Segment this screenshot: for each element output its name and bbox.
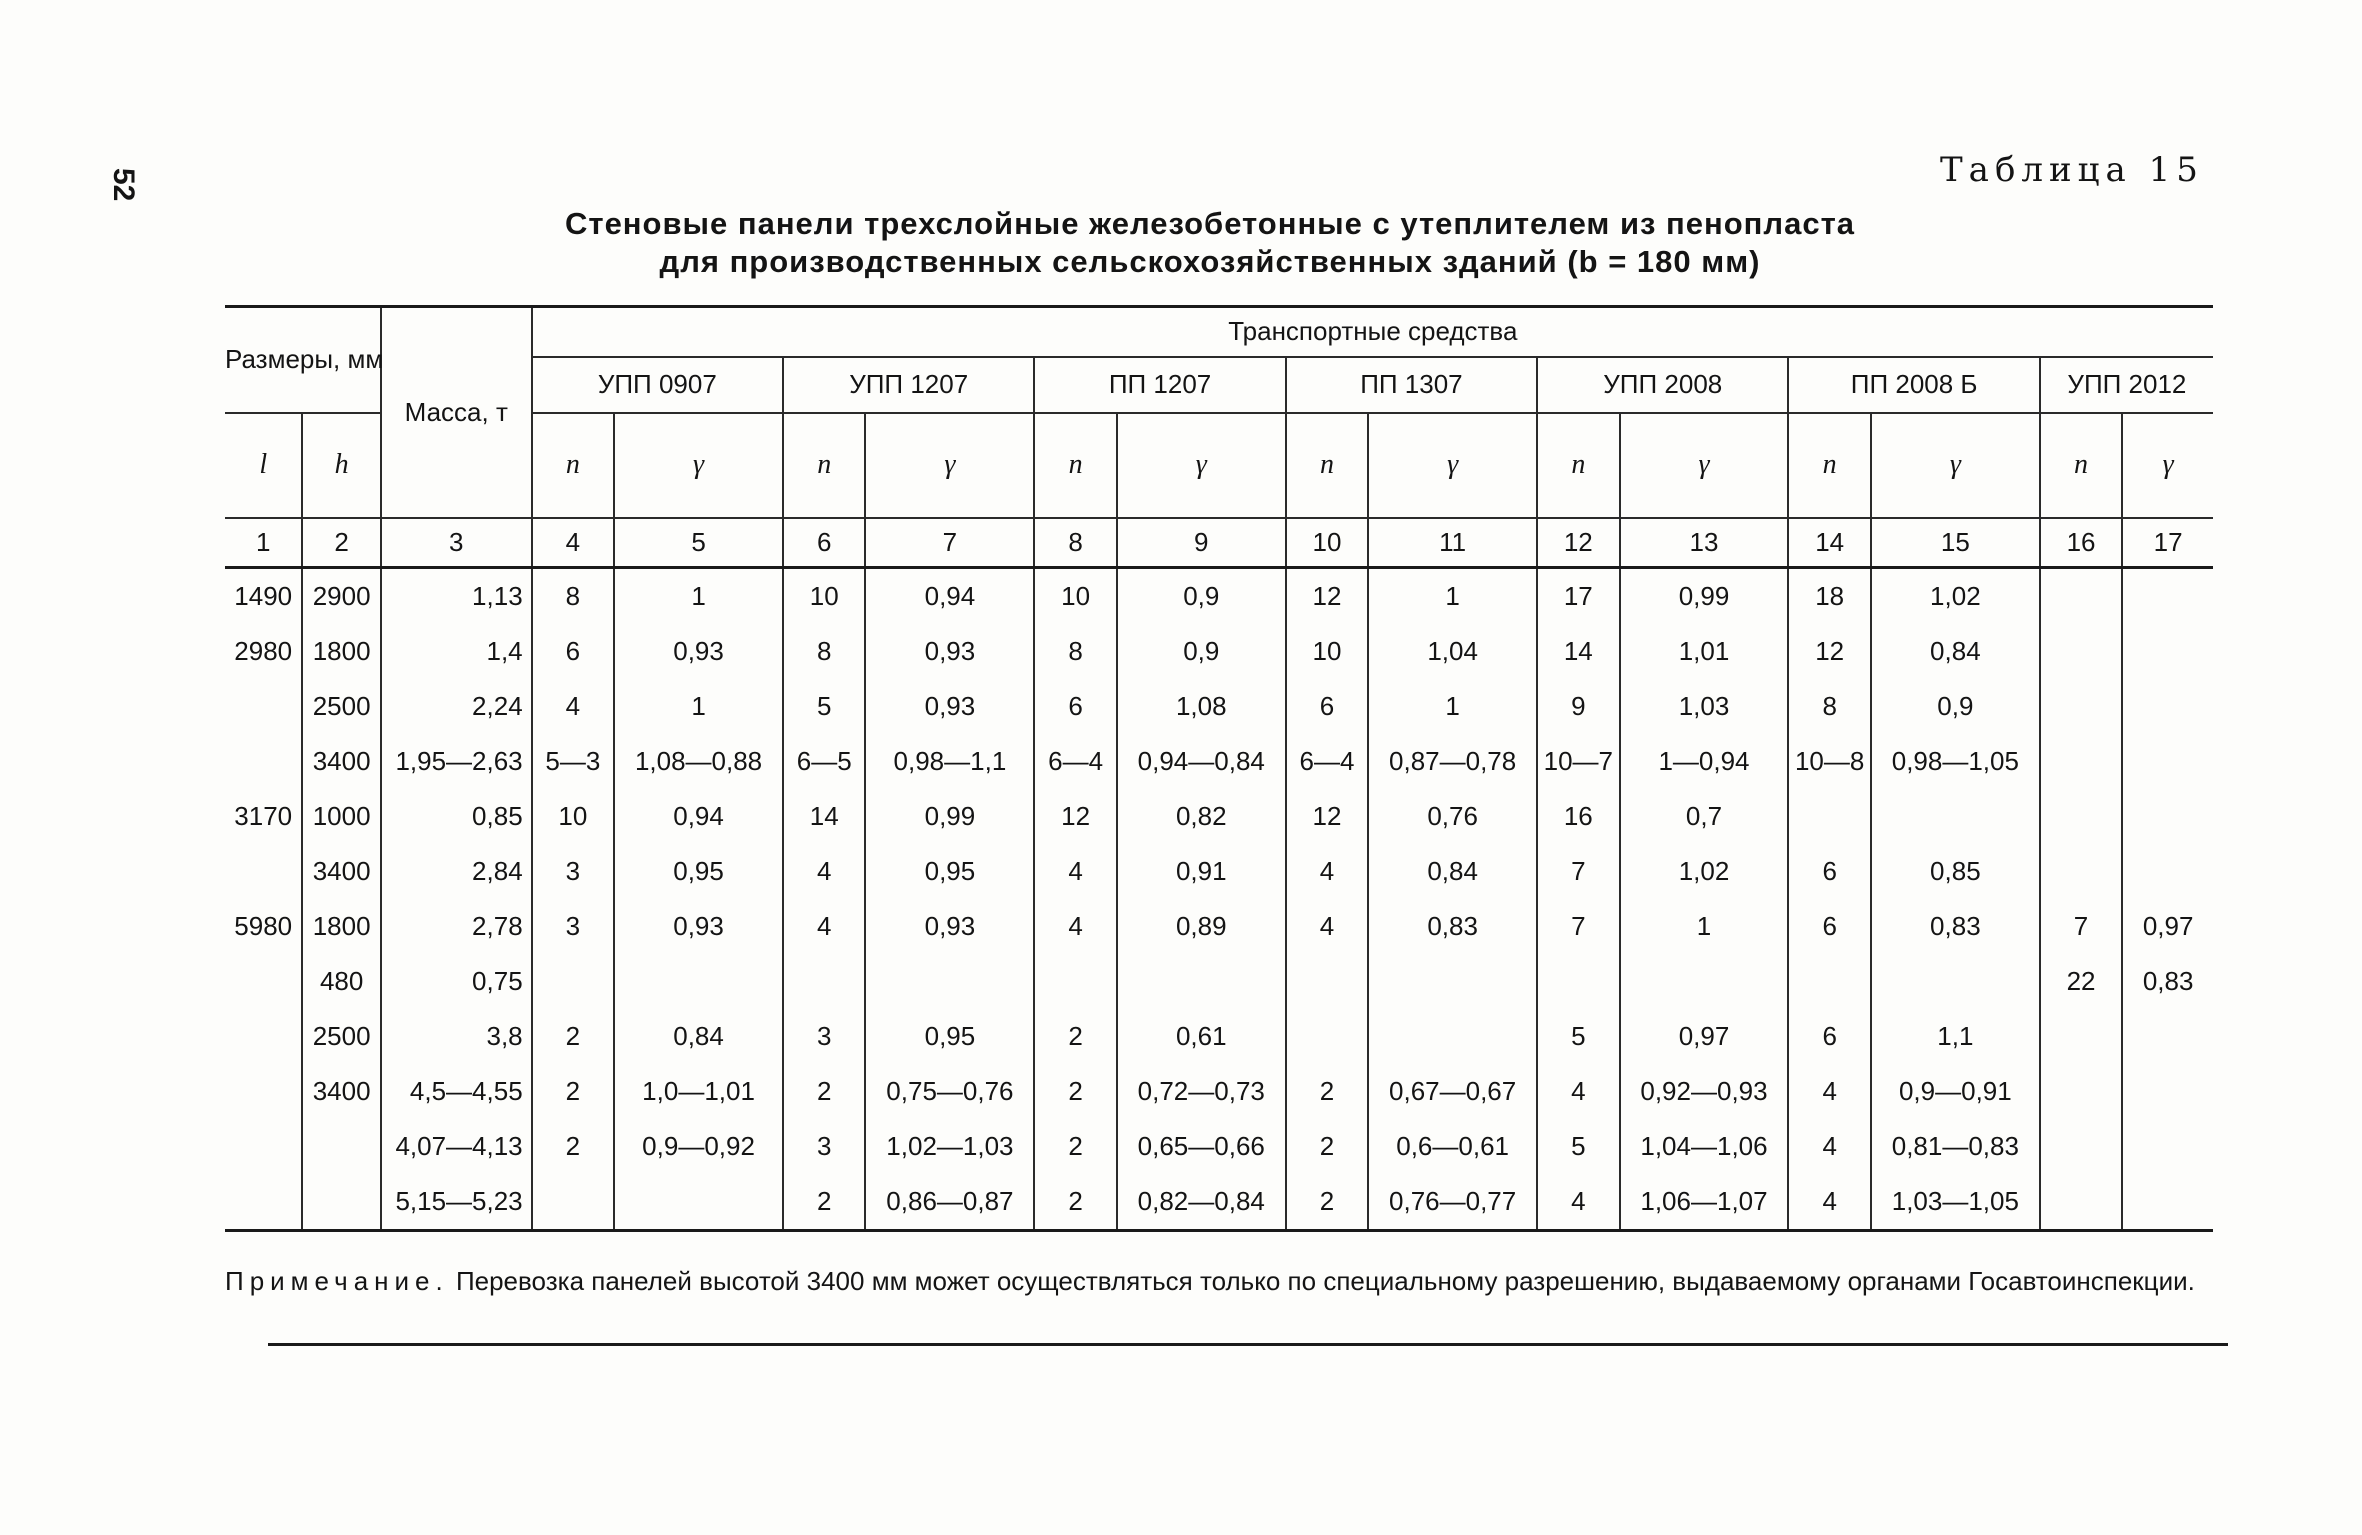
table-cell: 6—4 (1286, 734, 1368, 789)
header-mass: Масса, т (381, 307, 532, 518)
table-cell: 0,75 (381, 954, 532, 1009)
table-cell (225, 844, 302, 899)
table-cell: 0,93 (614, 624, 783, 679)
vehicle-header: УПП 1207 (783, 357, 1034, 413)
table-cell: 2 (1034, 1009, 1116, 1064)
table-cell: 1 (614, 568, 783, 625)
table-cell: 4 (1034, 899, 1116, 954)
header-l: l (225, 413, 302, 518)
table-cell: 0,9—0,91 (1871, 1064, 2040, 1119)
table-cell (2040, 1119, 2122, 1174)
table-cell: 0,98—1,1 (865, 734, 1034, 789)
header-gamma: γ (1117, 413, 1286, 518)
column-number: 6 (783, 518, 865, 568)
table-cell: 10 (532, 789, 614, 844)
table-cell: 2 (783, 1174, 865, 1231)
table-cell (2122, 734, 2213, 789)
column-numbers-row (225, 518, 2213, 568)
table-cell: 0,81—0,83 (1871, 1119, 2040, 1174)
table-cell (2040, 568, 2122, 625)
column-number: 14 (1788, 518, 1870, 568)
table-cell: 480 (302, 954, 380, 1009)
column-number: 10 (1286, 518, 1368, 568)
table-cell: 0,9 (1117, 624, 1286, 679)
table-row (225, 1064, 2213, 1119)
table-cell: 0,99 (865, 789, 1034, 844)
table-cell: 4 (1537, 1174, 1619, 1231)
table-cell: 2 (1286, 1064, 1368, 1119)
column-number: 3 (381, 518, 532, 568)
table-cell: 0,76—0,77 (1368, 1174, 1537, 1231)
table-cell: 3,8 (381, 1009, 532, 1064)
table-cell: 5 (1537, 1009, 1619, 1064)
table-cell: 1,13 (381, 568, 532, 625)
table-cell: 0,9 (1117, 568, 1286, 625)
header-sizes: Размеры, мм (225, 307, 381, 413)
table-cell: 0,9—0,92 (614, 1119, 783, 1174)
table-cell (225, 1064, 302, 1119)
header-n: n (1537, 413, 1619, 518)
table-cell: 14 (1537, 624, 1619, 679)
table-cell (1537, 954, 1619, 1009)
table-cell: 0,94 (614, 789, 783, 844)
table-cell: 0,85 (381, 789, 532, 844)
table-cell: 5980 (234, 911, 293, 941)
table-cell: 0,94 (865, 568, 1034, 625)
table-cell: 8 (1034, 624, 1116, 679)
table-cell: 0,83 (2122, 954, 2213, 1009)
header-gamma: γ (2122, 413, 2213, 518)
column-number: 16 (2040, 518, 2122, 568)
table-cell: 0,91 (1117, 844, 1286, 899)
table-row (225, 1119, 2213, 1174)
table-cell: 1,01 (1620, 624, 1789, 679)
table-cell: 2 (532, 1119, 614, 1174)
table-cell: 7 (1537, 899, 1619, 954)
table-cell: 0,84 (614, 1009, 783, 1064)
table-cell: 0,98—1,05 (1871, 734, 2040, 789)
table-cell: 0,7 (1620, 789, 1789, 844)
table-cell: 6 (1788, 1009, 1870, 1064)
table-cell: 1,4 (381, 624, 532, 679)
column-number: 1 (225, 518, 302, 568)
header-n: n (1788, 413, 1870, 518)
table-cell: 4 (1286, 844, 1368, 899)
table-row (225, 568, 2213, 625)
table-cell: 0,61 (1117, 1009, 1286, 1064)
table-cell: 3 (783, 1119, 865, 1174)
table-cell (865, 954, 1034, 1009)
bottom-rule (268, 1343, 2228, 1346)
table-cell: 10 (1034, 568, 1116, 625)
table-cell: 1 (1368, 679, 1537, 734)
header-n: n (1286, 413, 1368, 518)
table-cell (225, 1174, 302, 1231)
table-cell (2040, 1009, 2122, 1064)
caption-line-1: Стеновые панели трехслойные железобетонные с утеплителем из пенопласта (565, 206, 1855, 241)
table-cell (225, 954, 302, 1009)
table-cell (225, 734, 302, 789)
table-cell: 2,24 (381, 679, 532, 734)
table-cell (225, 1119, 302, 1174)
table-cell: 5 (783, 679, 865, 734)
table-note (225, 1265, 2215, 1297)
table-cell: 4 (1788, 1119, 1870, 1174)
table-cell: 0,95 (614, 844, 783, 899)
note-text: Перевозка панелей высотой 3400 мм может осуществляться только по специальному разрешению, выдаваемому органами Госавтоинспекции. (455, 1266, 2195, 1296)
table-cell: 3 (532, 899, 614, 954)
vehicle-header: УПП 2012 (2040, 357, 2213, 413)
table-cell: 2 (1286, 1174, 1368, 1231)
table-cell: 2980 (234, 636, 293, 666)
table-cell: 1,02 (1871, 568, 2040, 625)
table-row (225, 734, 2213, 789)
table-cell: 0,89 (1117, 899, 1286, 954)
table-cell: 0,65—0,66 (1117, 1119, 1286, 1174)
table-cell (2122, 1009, 2213, 1064)
column-number: 8 (1034, 518, 1116, 568)
table-cell: 1800 (302, 624, 380, 679)
table-cell: 3 (532, 844, 614, 899)
table-cell (2122, 789, 2213, 844)
table-cell: 0,86—0,87 (865, 1174, 1034, 1231)
table-cell: 0,92—0,93 (1620, 1064, 1789, 1119)
table-cell: 18 (1788, 568, 1870, 625)
table-row (225, 1009, 2213, 1064)
table-cell: 6—4 (1034, 734, 1116, 789)
vehicle-header: ПП 2008 Б (1788, 357, 2039, 413)
table-cell: 8 (1788, 679, 1870, 734)
table-cell: 5 (1537, 1119, 1619, 1174)
table-cell: 4 (783, 844, 865, 899)
header-n: n (532, 413, 614, 518)
table-cell: 1 (1368, 568, 1537, 625)
table-cell (225, 1009, 302, 1064)
table-cell (225, 679, 302, 734)
table-cell: 8 (532, 568, 614, 625)
table-cell: 4 (1788, 1174, 1870, 1231)
table-cell: 5—3 (532, 734, 614, 789)
table-cell: 0,95 (865, 844, 1034, 899)
table-cell: 0,93 (865, 679, 1034, 734)
table-cell: 12 (1034, 789, 1116, 844)
table-cell: 0,97 (2122, 899, 2213, 954)
table-cell: 0,84 (1368, 844, 1537, 899)
table-cell (2122, 1174, 2213, 1231)
table-cell: 10 (783, 568, 865, 625)
table-cell: 0,6—0,61 (1368, 1119, 1537, 1174)
table-cell (1788, 789, 1870, 844)
table-body (225, 568, 2213, 1231)
table-cell: 1,08 (1117, 679, 1286, 734)
table-cell: 4,07—4,13 (381, 1119, 532, 1174)
table-row (225, 1174, 2213, 1231)
table-cell: 4 (1034, 844, 1116, 899)
table-cell: 12 (1286, 568, 1368, 625)
table-cell: 1,03 (1620, 679, 1789, 734)
table-cell: 1,1 (1871, 1009, 2040, 1064)
table-cell (2040, 1174, 2122, 1231)
table-cell: 3170 (234, 801, 293, 831)
column-number: 9 (1117, 518, 1286, 568)
table-cell: 2 (1034, 1064, 1116, 1119)
table-cell: 0,99 (1620, 568, 1789, 625)
table-cell (532, 954, 614, 1009)
table-cell: 1800 (302, 899, 380, 954)
table-cell: 6—5 (783, 734, 865, 789)
table-cell: 0,72—0,73 (1117, 1064, 1286, 1119)
caption-line-2: для производственных сельскохозяйственных зданий (b = 180 мм) (659, 244, 1761, 279)
table-cell: 17 (1537, 568, 1619, 625)
table-cell (2040, 624, 2122, 679)
table-cell: 0,85 (1871, 844, 2040, 899)
table-cell: 1,04—1,06 (1620, 1119, 1789, 1174)
table-cell: 5,15—5,23 (381, 1174, 532, 1231)
table-cell (2122, 624, 2213, 679)
header-gamma: γ (1620, 413, 1789, 518)
table-cell: 0,82 (1117, 789, 1286, 844)
table-cell: 1,04 (1368, 624, 1537, 679)
column-number: 2 (302, 518, 380, 568)
table-cell: 10 (1286, 624, 1368, 679)
table-cell: 0,76 (1368, 789, 1537, 844)
column-number: 11 (1368, 518, 1537, 568)
table-cell (2122, 679, 2213, 734)
table-cell: 2500 (302, 679, 380, 734)
table-cell: 3400 (302, 1064, 380, 1119)
header-gamma: γ (1368, 413, 1537, 518)
table-cell: 1000 (302, 789, 380, 844)
table-cell: 4 (532, 679, 614, 734)
table-cell: 2,84 (381, 844, 532, 899)
table-cell (2122, 1064, 2213, 1119)
table-cell: 0,93 (865, 624, 1034, 679)
table-cell: 0,67—0,67 (1368, 1064, 1537, 1119)
table-cell: 8 (783, 624, 865, 679)
table-cell: 4 (1537, 1064, 1619, 1119)
column-number: 15 (1871, 518, 2040, 568)
table-cell: 2 (1286, 1119, 1368, 1174)
table-cell: 0,83 (1368, 899, 1537, 954)
table-cell: 1,08—0,88 (614, 734, 783, 789)
table-cell: 2 (783, 1064, 865, 1119)
table-cell: 12 (1788, 624, 1870, 679)
header-n: n (1034, 413, 1116, 518)
table-cell: 0,87—0,78 (1368, 734, 1537, 789)
note-lead: Примечание. (225, 1266, 449, 1296)
table-cell: 1—0,94 (1620, 734, 1789, 789)
table-cell (2040, 1064, 2122, 1119)
table-cell: 1,03—1,05 (1871, 1174, 2040, 1231)
table-cell: 4 (783, 899, 865, 954)
table-cell: 0,95 (865, 1009, 1034, 1064)
table-cell: 2900 (302, 568, 380, 625)
table-cell: 6 (1034, 679, 1116, 734)
table-cell: 10—8 (1788, 734, 1870, 789)
table-cell (2040, 679, 2122, 734)
column-number: 5 (614, 518, 783, 568)
table-cell (2122, 844, 2213, 899)
page-number: 52 (107, 168, 140, 202)
table-cell: 2 (532, 1009, 614, 1064)
table-cell (1286, 1009, 1368, 1064)
column-number: 4 (532, 518, 614, 568)
vehicle-header: ПП 1207 (1034, 357, 1285, 413)
table-cell: 0,9 (1871, 679, 2040, 734)
header-n: n (783, 413, 865, 518)
table-cell: 2 (532, 1064, 614, 1119)
table-row (225, 899, 2213, 954)
header-n: n (2040, 413, 2122, 518)
table-cell: 6 (1788, 899, 1870, 954)
vehicle-header: УПП 2008 (1537, 357, 1788, 413)
header-gamma: γ (865, 413, 1034, 518)
table-row (225, 624, 2213, 679)
vehicle-header: ПП 1307 (1286, 357, 1537, 413)
table-cell: 2,78 (381, 899, 532, 954)
table-cell: 0,82—0,84 (1117, 1174, 1286, 1231)
table-cell: 4 (1788, 1064, 1870, 1119)
header-gamma: γ (614, 413, 783, 518)
table-cell (302, 1174, 380, 1231)
table-cell: 1 (1620, 899, 1789, 954)
table-cell (614, 1174, 783, 1231)
table-cell: 0,93 (865, 899, 1034, 954)
table-cell: 4 (1286, 899, 1368, 954)
table-cell: 1,0—1,01 (614, 1064, 783, 1119)
table-cell (614, 954, 783, 1009)
table-cell: 6 (1788, 844, 1870, 899)
header-transport: Транспортные средства (532, 307, 2213, 357)
table-cell: 1490 (234, 581, 293, 611)
column-number: 17 (2122, 518, 2213, 568)
table-cell: 3 (783, 1009, 865, 1064)
table-cell: 0,97 (1620, 1009, 1789, 1064)
table-cell (2040, 789, 2122, 844)
table-cell: 6 (532, 624, 614, 679)
table-cell (1368, 954, 1537, 1009)
header-gamma: γ (1871, 413, 2040, 518)
table-cell: 2500 (302, 1009, 380, 1064)
table-cell: 2 (1034, 1174, 1116, 1231)
table-cell: 22 (2040, 954, 2122, 1009)
column-number: 7 (865, 518, 1034, 568)
table-cell: 3400 (302, 844, 380, 899)
table-cell: 12 (1286, 789, 1368, 844)
table-row (225, 789, 2213, 844)
table-cell (532, 1174, 614, 1231)
table-cell: 7 (1537, 844, 1619, 899)
table-cell: 14 (783, 789, 865, 844)
table-cell: 10—7 (1537, 734, 1619, 789)
table-cell: 0,83 (1871, 899, 2040, 954)
table-cell: 1,95—2,63 (381, 734, 532, 789)
table-cell (2122, 1119, 2213, 1174)
table-caption (480, 205, 1940, 281)
panels-table (225, 305, 2213, 1232)
table-cell: 0,75—0,76 (865, 1064, 1034, 1119)
table-row (225, 954, 2213, 1009)
table-cell: 9 (1537, 679, 1619, 734)
column-number: 13 (1620, 518, 1789, 568)
table-cell: 0,84 (1871, 624, 2040, 679)
table-cell: 16 (1537, 789, 1619, 844)
table-cell: 1,02—1,03 (865, 1119, 1034, 1174)
table-cell (2040, 844, 2122, 899)
table-cell (1871, 789, 2040, 844)
table-cell: 1,02 (1620, 844, 1789, 899)
table-cell: 7 (2040, 899, 2122, 954)
table-label: Таблица 15 (1940, 150, 2204, 190)
table-cell (783, 954, 865, 1009)
header-h: h (302, 413, 380, 518)
table-cell (1620, 954, 1789, 1009)
table-cell: 3400 (302, 734, 380, 789)
table-cell: 2 (1034, 1119, 1116, 1174)
column-number: 12 (1537, 518, 1619, 568)
table-cell (302, 1119, 380, 1174)
table-cell (1034, 954, 1116, 1009)
table-cell (1286, 954, 1368, 1009)
table-cell (1117, 954, 1286, 1009)
table-cell: 4,5—4,55 (381, 1064, 532, 1119)
table-row (225, 679, 2213, 734)
table-cell: 6 (1286, 679, 1368, 734)
table-cell (1368, 1009, 1537, 1064)
table-cell: 1 (614, 679, 783, 734)
table-row (225, 844, 2213, 899)
table-cell: 1,06—1,07 (1620, 1174, 1789, 1231)
table-cell (2122, 568, 2213, 625)
table-cell (1788, 954, 1870, 1009)
table-cell: 0,93 (614, 899, 783, 954)
vehicle-header: УПП 0907 (532, 357, 783, 413)
table-cell: 0,94—0,84 (1117, 734, 1286, 789)
table-cell (1871, 954, 2040, 1009)
table-cell (2040, 734, 2122, 789)
